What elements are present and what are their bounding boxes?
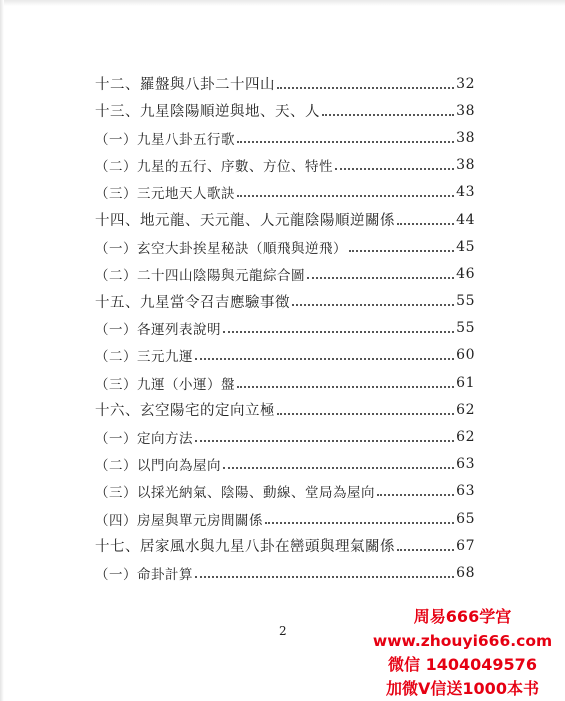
toc-entry-page: 45: [456, 238, 475, 255]
toc-entry: [95, 532, 475, 559]
toc-entry-title: （三）三元地天人歌訣: [95, 186, 235, 203]
toc-entry: [95, 369, 475, 396]
toc-entry-page: 38: [456, 129, 475, 146]
toc-entry-page: 60: [456, 347, 475, 364]
toc-entry-page: 55: [456, 320, 475, 337]
watermark-line-3: 微信 1404049576: [388, 655, 537, 674]
toc-entry-page: 38: [456, 157, 475, 174]
toc-dot-leader: [277, 87, 454, 89]
toc-entry-page: 63: [456, 456, 475, 473]
toc-entry: [95, 179, 475, 206]
toc-entry-page: 38: [456, 102, 475, 119]
toc-entry-page: 68: [456, 564, 475, 581]
toc-dot-leader: [397, 549, 454, 551]
toc-entry-title: （一）各運列表說明: [95, 322, 221, 339]
toc-entry: [95, 342, 475, 369]
toc-entry-page: 44: [456, 211, 475, 228]
toc-dot-leader: [237, 195, 454, 197]
toc-entry-page: 46: [456, 265, 475, 282]
toc-dot-leader: [237, 386, 454, 388]
toc-entry-title: 十四、地元龍、天元龍、人元龍陰陽順逆關係: [95, 213, 395, 230]
toc-dot-leader: [195, 440, 454, 442]
toc-dot-leader: [195, 576, 454, 578]
toc-dot-leader: [292, 304, 454, 306]
toc-dot-leader: [335, 168, 454, 170]
toc-entry-page: 61: [456, 374, 475, 391]
toc-entry-title: （四）房屋與單元房間關係: [95, 512, 263, 529]
toc-entry-title: 十三、九星陰陽順逆與地、天、人: [95, 104, 320, 121]
toc-entry-page: 63: [456, 483, 475, 500]
toc-dot-leader: [277, 413, 454, 415]
watermark-url: www.zhouyi666.com: [372, 632, 553, 650]
page-number: 2: [279, 624, 287, 638]
watermark-line-1: 周易666学宫: [413, 607, 512, 626]
toc-entry-page: 67: [456, 537, 475, 554]
toc-entry-page: 43: [456, 184, 475, 201]
watermark: [360, 605, 565, 701]
toc-entry: [95, 396, 475, 423]
toc-entry-page: 62: [456, 401, 475, 418]
toc-entry-page: 62: [456, 429, 475, 446]
toc-entry-title: （二）以門向為屋向: [95, 458, 221, 475]
toc-entry: [95, 124, 475, 151]
toc-entry-title: （二）九星的五行、序數、方位、特性: [95, 159, 333, 176]
toc-entry: [95, 423, 475, 450]
watermark-line-4: 加微V信送1000本书: [386, 679, 539, 698]
toc-dot-leader: [195, 358, 454, 360]
toc-dot-leader: [397, 223, 454, 225]
toc-entry: [95, 451, 475, 478]
toc-entry: [95, 152, 475, 179]
toc-dot-leader: [377, 494, 454, 496]
page-left-shadow: [0, 0, 4, 701]
toc-entry-title: （一）命卦計算: [95, 566, 193, 583]
toc-entry-page: 65: [456, 510, 475, 527]
toc-dot-leader: [223, 467, 454, 469]
toc-entry-title: 十七、居家風水與九星八卦在巒頭與理氣關係: [95, 539, 395, 556]
toc-entry: [95, 206, 475, 233]
toc-dot-leader: [223, 331, 454, 333]
toc-entry-title: 十五、九星當令召吉應驗事徵: [95, 294, 290, 311]
toc-entry: [95, 315, 475, 342]
toc-entry-title: （一）九星八卦五行歌: [95, 131, 235, 148]
toc-entry: [95, 478, 475, 505]
toc-entry: [95, 559, 475, 586]
toc-entry-page: 32: [456, 75, 475, 92]
toc-entry: [95, 505, 475, 532]
toc-entry-title: （一）定向方法: [95, 431, 193, 448]
page-top-shadow: [0, 0, 565, 6]
toc-entry: [95, 70, 475, 97]
toc-entry: [95, 233, 475, 260]
toc-entry-title: （二）二十四山陰陽與元龍綜合圖: [95, 267, 305, 284]
toc-entry-title: 十六、玄空陽宅的定向立極: [95, 403, 275, 420]
toc-entry-page: 55: [456, 293, 475, 310]
toc-dot-leader: [349, 250, 454, 252]
table-of-contents: [95, 70, 475, 587]
toc-entry-title: （三）九運（小運）盤: [95, 376, 235, 393]
toc-dot-leader: [237, 141, 454, 143]
toc-entry-title: （三）以採光納氣、陰陽、動線、堂局為屋向: [95, 485, 375, 502]
toc-dot-leader: [265, 522, 454, 524]
toc-dot-leader: [307, 277, 454, 279]
toc-entry-title: （一）玄空大卦挨星秘訣（順飛與逆飛）: [95, 240, 347, 257]
toc-dot-leader: [322, 114, 454, 116]
toc-entry-title: 十二、羅盤與八卦二十四山: [95, 77, 275, 94]
toc-entry-title: （二）三元九運: [95, 349, 193, 366]
toc-entry: [95, 97, 475, 124]
toc-entry: [95, 288, 475, 315]
toc-entry: [95, 260, 475, 287]
